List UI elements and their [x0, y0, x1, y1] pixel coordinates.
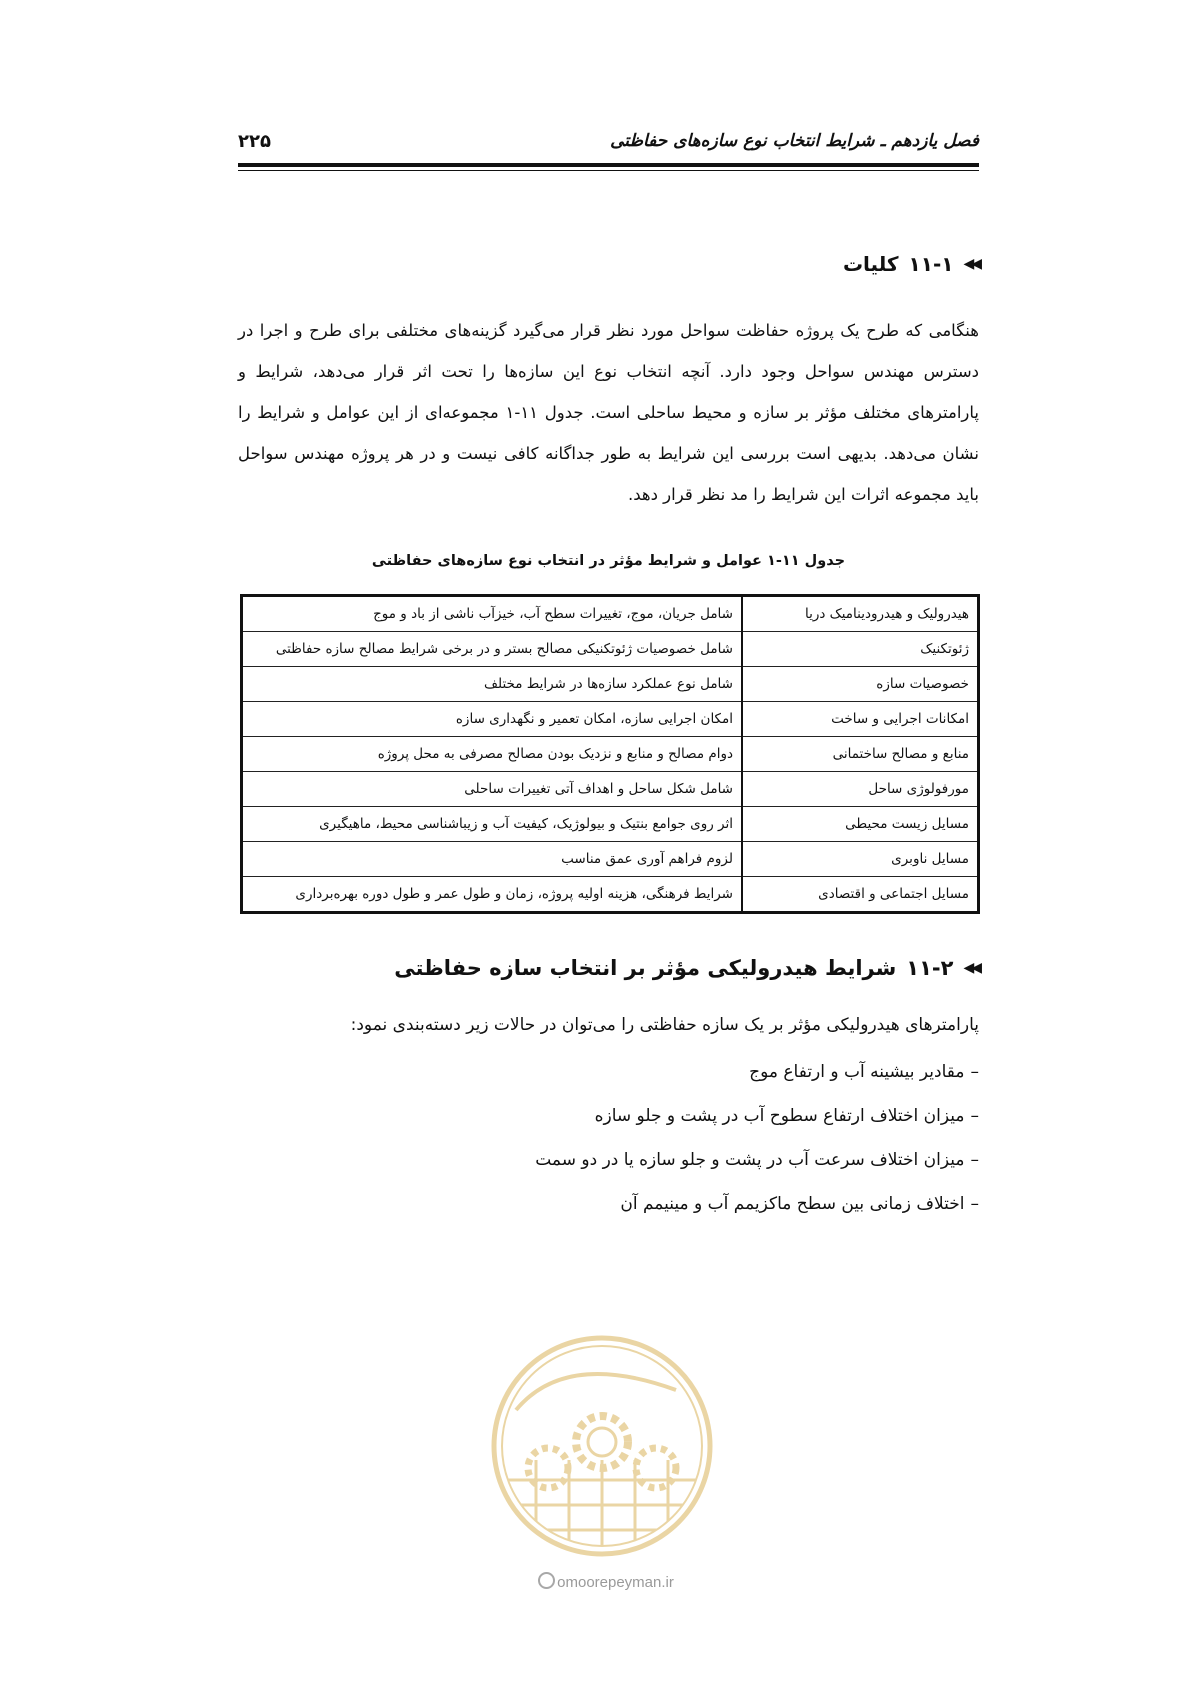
- list-item: –مقادیر بیشینه آب و ارتفاع موج: [749, 1062, 979, 1082]
- running-header: [238, 126, 979, 156]
- section-heading-1: [843, 252, 979, 276]
- factor-cell: امکانات اجرایی و ساخت: [742, 702, 979, 737]
- section-title: کلیات: [842, 252, 899, 276]
- at-icon: [538, 1572, 555, 1589]
- factors-table: [240, 594, 980, 914]
- list-item: –میزان اختلاف ارتفاع سطوح آب در پشت و جلو سازه: [594, 1106, 979, 1126]
- dash-bullet: –: [970, 1062, 979, 1082]
- chapter-title: فصل یازدهم ـ شرایط انتخاب نوع سازه‌های حفاظتی: [610, 131, 979, 151]
- factor-cell: مسایل اجتماعی و اقتصادی: [742, 877, 979, 913]
- factor-cell: مورفولوژی ساحل: [742, 772, 979, 807]
- table-row: [242, 737, 979, 772]
- factor-cell: خصوصیات سازه: [742, 667, 979, 702]
- section-number: ۱۱-۲: [906, 956, 954, 980]
- description-cell: اثر روی جوامع بنتیک و بیولوژیک، کیفیت آب و زیباشناسی محیط، ماهیگیری: [242, 807, 743, 842]
- section-heading-2: [394, 956, 979, 980]
- list-item: –اختلاف زمانی بین سطح ماکزیمم آب و مینیمم آن: [620, 1194, 979, 1214]
- table-row: [242, 842, 979, 877]
- dash-bullet: –: [970, 1194, 979, 1214]
- section-title: شرایط هیدرولیکی مؤثر بر انتخاب سازه حفاظتی: [394, 956, 897, 980]
- page-number: ۲۲۵: [238, 130, 271, 152]
- header-rule-thin: [238, 170, 979, 171]
- watermark-logo: [486, 1330, 718, 1562]
- description-cell: شامل جریان، موج، تغییرات سطح آب، خیزآب ناشی از باد و موج: [242, 596, 743, 632]
- section-number: ۱۱-۱: [908, 252, 954, 276]
- description-cell: شامل شکل ساحل و اهداف آتی تغییرات ساحلی: [242, 772, 743, 807]
- dash-bullet: –: [970, 1150, 979, 1170]
- list-item: –میزان اختلاف سرعت آب در پشت و جلو سازه یا در دو سمت: [535, 1150, 979, 1170]
- double-arrow-icon: ◀◀: [963, 960, 979, 976]
- watermark-url: omoorepeyman.ir: [496, 1572, 716, 1591]
- table-row: [242, 772, 979, 807]
- factor-cell: ژئوتکنیک: [742, 632, 979, 667]
- dash-bullet: –: [970, 1106, 979, 1126]
- header-rule-thick: [238, 163, 979, 167]
- description-cell: امکان اجرایی سازه، امکان تعمیر و نگهداری سازه: [242, 702, 743, 737]
- factor-cell: مسایل زیست محیطی: [742, 807, 979, 842]
- description-cell: لزوم فراهم آوری عمق مناسب: [242, 842, 743, 877]
- description-cell: شامل نوع عملکرد سازه‌ها در شرایط مختلف: [242, 667, 743, 702]
- table-row: [242, 596, 979, 632]
- double-arrow-icon: ◀◀: [963, 256, 979, 272]
- hydraulic-conditions-list: [535, 1050, 979, 1226]
- table-row: [242, 632, 979, 667]
- description-cell: شامل خصوصیات ژئوتکنیکی مصالح بستر و در برخی شرایط مصالح سازه حفاظتی: [242, 632, 743, 667]
- table-row: [242, 667, 979, 702]
- description-cell: دوام مصالح و منابع و نزدیک بودن مصالح مصرفی به محل پروژه: [242, 737, 743, 772]
- table-row: [242, 877, 979, 913]
- table-caption: جدول ۱۱-۱ عوامل و شرایط مؤثر در انتخاب نوع سازه‌های حفاظتی: [371, 553, 846, 569]
- table-row: [242, 702, 979, 737]
- description-cell: شرایط فرهنگی، هزینه اولیه پروژه، زمان و طول عمر و طول دوره بهره‌برداری: [242, 877, 743, 913]
- factor-cell: مسایل ناوبری: [742, 842, 979, 877]
- factor-cell: هیدرولیک و هیدرودینامیک دریا: [742, 596, 979, 632]
- table-row: [242, 807, 979, 842]
- factor-cell: منابع و مصالح ساختمانی: [742, 737, 979, 772]
- intro-paragraph: هنگامی که طرح یک پروژه حفاظت سواحل مورد نظر قرار می‌گیرد گزینه‌های مختلفی برای طرح و اجرا در دسترس مهندس سواحل وجود دارد. آنچه انتخاب نوع این سازه‌ها را تحت اثر قرار می‌دهد، شرایط و پارامترهای مختلف مؤثر بر سازه و محیط ساحلی است. جدول ۱۱-۱ مجموعه‌ای از این عوامل و شرایط را نشان می‌دهد. بدیهی است بررسی این شرایط به طور جداگانه کافی نیست و در هر پروژه مهندس سواحل باید مجموعه اثرات این شرایط را مد نظر قرار دهد.: [238, 321, 979, 504]
- hydraulic-intro: پارامترهای هیدرولیکی مؤثر بر یک سازه حفاظتی را می‌توان در حالات زیر دسته‌بندی نمود:: [350, 1015, 979, 1035]
